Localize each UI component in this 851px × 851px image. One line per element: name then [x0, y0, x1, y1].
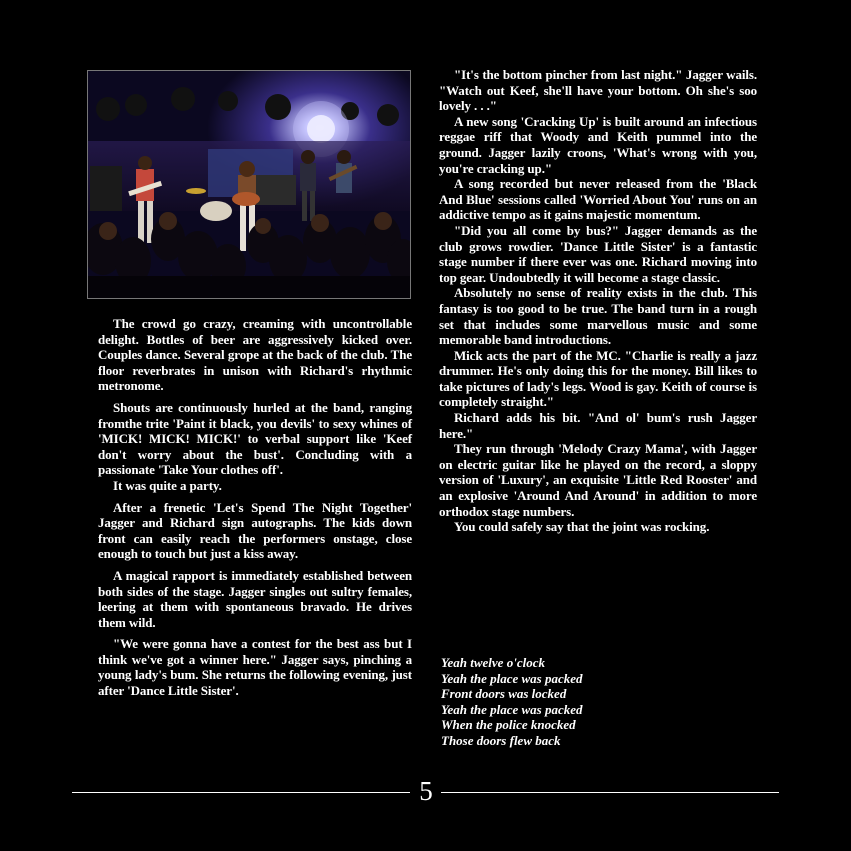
paragraph: After a frenetic 'Let's Spend The Night Together' Jagger and Richard sign autographs. The kids down front can easily reach the performers onstage, close enough to touch but just a kiss away. [98, 499, 412, 562]
paragraph: "It's the bottom pincher from last night." Jagger wails. "Watch out Keef, she'll have your bottom. Oh she's soo lovely . . ." [439, 67, 757, 114]
paragraph: They run through 'Melody Crazy Mama', with Jagger on electric guitar like he played on the record, a sloppy version of 'Luxury', an exquisite 'Little Red Rooster' and an explosive 'Around And Around' in addition to more orthodox stage numbers. [439, 441, 757, 519]
paragraph: Mick acts the part of the MC. "Charlie is really a jazz drummer. He's only doing this for the money. Bill likes to take pictures of lady's legs. Wood is gay. Keith of course is completely straight." [439, 347, 757, 410]
paragraph: A song recorded but never released from the 'Black And Blue' sessions called 'Worried About You' runs on an addictive tempo as it gains majestic momentum. [439, 176, 757, 223]
paragraph: A magical rapport is immediately established between both sides of the stage. Jagger singles out sultry females, leering at them with spontaneous bravado. He drives them wild. [98, 567, 412, 630]
paragraph: Absolutely no sense of reality exists in the club. This fantasy is too good to be true. The band turn in a rough set that includes some marvellous music and some memorable band introductions. [439, 285, 757, 348]
footer-rule-right [441, 792, 779, 793]
paragraph: "We were gonna have a contest for the best ass but I think we've got a winner here." Jagger says, pinching a young lady's bum. She returns the following evening, just after 'Dance Little Sister'. [98, 636, 412, 699]
paragraph: Richard adds his bit. "And ol' bum's rush Jagger here." [439, 410, 757, 441]
lyric-line: Yeah the place was packed [441, 701, 583, 717]
lyric-line: Yeah twelve o'clock [441, 655, 545, 670]
paragraph: A new song 'Cracking Up' is built around an infectious reggae riff that Woody and Keith pummel into the ground. Jagger lazily croons, 'What's wrong with you, you're cracking up." [439, 113, 757, 176]
lyric-line: When the police knocked [441, 717, 576, 733]
paragraph: The crowd go crazy, creaming with uncontrollable delight. Bottles of beer are aggressively kicked over. Couples dance. Several grope at the back of the club. The floor reverbrates in unison with Richard's rhythmic metronome. [98, 316, 412, 394]
lyric-line: Those doors flew back [441, 732, 561, 748]
article-left-column [98, 316, 412, 699]
paragraph: Shouts are continuously hurled at the band, ranging fromthe trite 'Paint it black, you devils' to sexy whines of 'MICK! MICK! MICK!' to verbal support like 'Keef don't worry about the bust'. Concluding with a passionate 'Take Your clothes off'. [98, 399, 412, 478]
song-lyrics [441, 655, 741, 749]
lyric-line: Yeah the place was packed [441, 670, 583, 686]
paragraph: It was quite a party. [113, 477, 222, 493]
page-number: 5 [419, 776, 433, 806]
article-right-column [439, 67, 757, 535]
concert-photo [87, 70, 411, 299]
paragraph: "Did you all come by bus?" Jagger demands as the club grows rowdier. 'Dance Little Sister' is a fantastic stage number if there ever was one. Richard moving into top gear. Undoubtedly it will become a stage classic. [439, 222, 757, 285]
lyric-line: Front doors was locked [441, 686, 567, 702]
footer-rule-left [72, 792, 410, 793]
concert-photo-illustration [88, 71, 410, 298]
paragraph: You could safely say that the joint was rocking. [454, 519, 710, 535]
